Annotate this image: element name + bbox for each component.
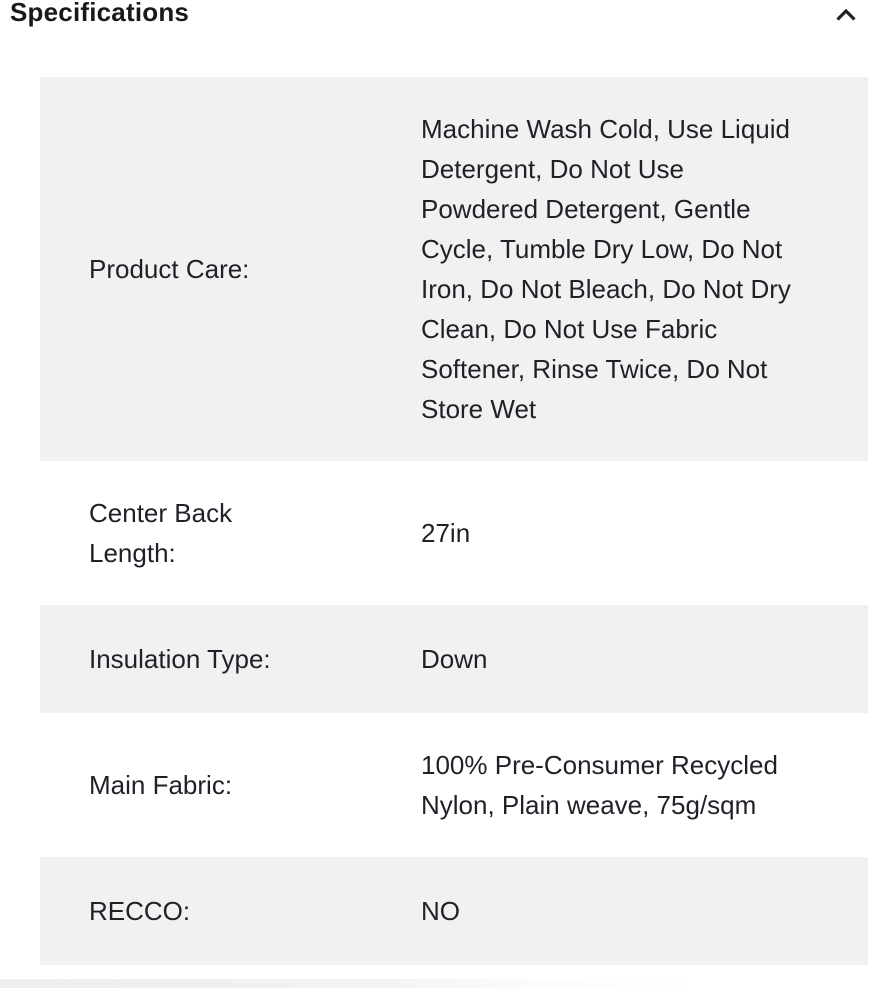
section-title: Specifications xyxy=(10,0,190,27)
specs-table xyxy=(40,77,868,965)
spec-row xyxy=(40,857,868,965)
spec-value: Machine Wash Cold, Use Liquid Detergent, Do Not Use Powdered Detergent, Gentle Cycle, Tumble Dry Low, Do Not Iron, Do Not Bleach, Do Not Dry Clean, Do Not Use Fabric Softener, Rinse Twice, Do Not Store Wet xyxy=(421,114,791,424)
spec-row xyxy=(40,77,868,461)
specifications-header[interactable] xyxy=(0,0,880,77)
spec-value: NO xyxy=(421,896,460,926)
spec-value: Down xyxy=(421,644,488,674)
spec-value: 100% Pre-Consumer Recycled Nylon, Plain weave, 75g/sqm xyxy=(421,750,778,820)
chevron-up-icon xyxy=(835,7,857,23)
spec-row xyxy=(40,461,868,605)
spec-row xyxy=(40,713,868,857)
spec-value: 27in xyxy=(421,518,471,548)
bottom-divider xyxy=(0,979,880,988)
spec-label: Center Back Length: xyxy=(89,498,233,568)
collapse-button[interactable] xyxy=(833,2,859,28)
spec-label: Product Care: xyxy=(89,254,250,284)
spec-label: Main Fabric: xyxy=(89,770,233,800)
spec-label: RECCO: xyxy=(89,896,191,926)
spec-label: Insulation Type: xyxy=(89,644,271,674)
spec-row xyxy=(40,605,868,713)
